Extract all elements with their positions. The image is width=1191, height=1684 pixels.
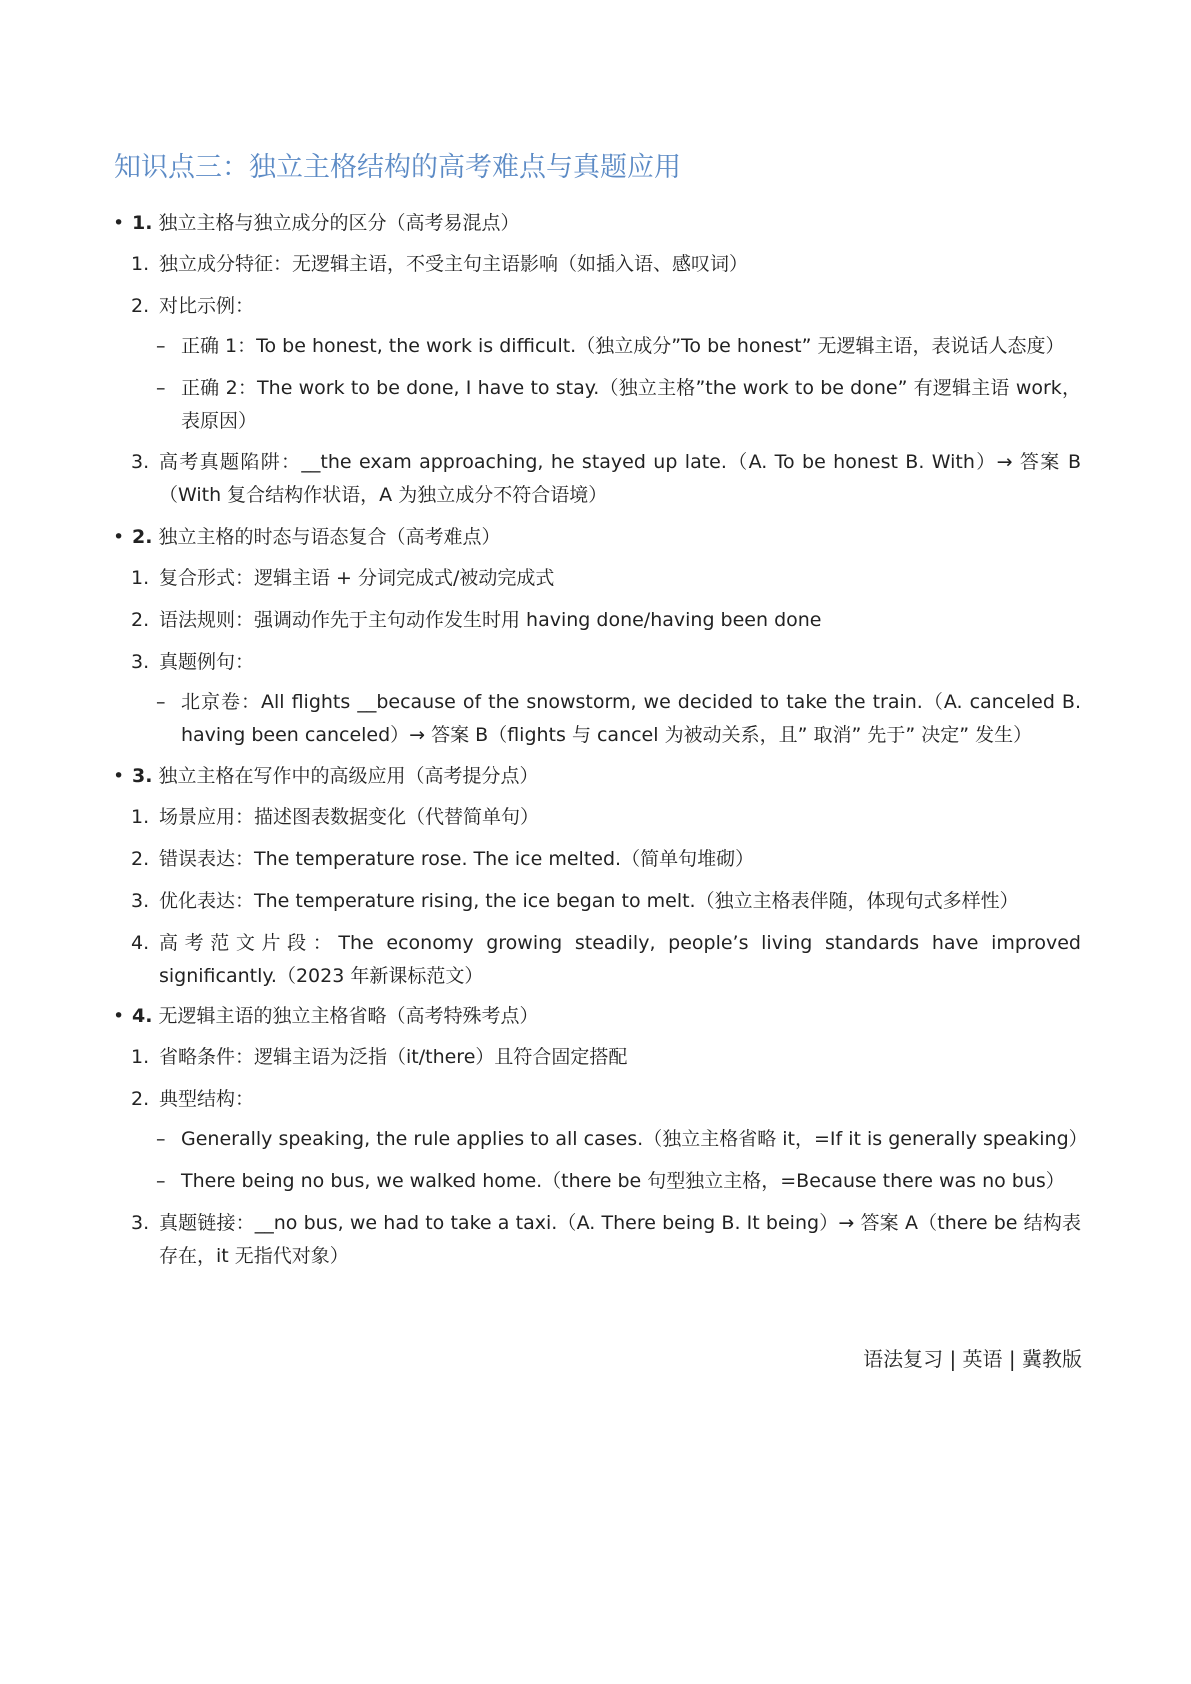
list-item (131, 1207, 1081, 1273)
dash-item (156, 1165, 1081, 1198)
dash-item (156, 686, 1081, 752)
dash-item (156, 1123, 1088, 1156)
bullet-marker: • (113, 212, 125, 234)
list-item (131, 927, 1081, 993)
list-number: 1. (131, 1046, 150, 1068)
dash-item (156, 372, 1081, 438)
list-text: 优化表达：The temperature rising, the ice began to melt.（独立主格表伴随，体现句式多样性） (159, 890, 1019, 912)
list-number: 1. (131, 806, 150, 828)
list-text: 语法规则：强调动作先于主句动作发生时用 having done/having been done (159, 609, 822, 631)
list-item (131, 1083, 1081, 1116)
bullet-item-4 (113, 1000, 1073, 1033)
list-item (131, 843, 1081, 876)
list-text: 真题链接：__no bus, we had to take a taxi.（A. There being B. It being）→ 答案 A（there be 结构表存在，it 无指代对象） (159, 1212, 1081, 1267)
bullet-number: 3. (132, 765, 153, 787)
list-item (131, 248, 1081, 281)
list-text: 独立成分特征：无逻辑主语，不受主句主语影响（如插入语、感叹词） (159, 253, 749, 275)
bullet-heading: 独立主格与独立成分的区分（高考易混点） (158, 212, 520, 234)
list-text: 复合形式：逻辑主语 + 分词完成式/被动完成式 (159, 567, 555, 589)
dash-text: Generally speaking, the rule applies to all cases.（独立主格省略 it，=If it is generally speaking） (181, 1128, 1088, 1150)
list-number: 2. (131, 609, 150, 631)
list-number: 1. (131, 253, 150, 275)
list-text: 真题例句： (159, 651, 255, 673)
list-item (131, 562, 1081, 595)
dash-marker: – (156, 1128, 166, 1150)
dash-text: 正确 1：To be honest, the work is difficult.（独立成分”To be honest” 无逻辑主语，表说话人态度） (181, 335, 1065, 357)
bullet-marker: • (113, 1005, 125, 1027)
list-number: 2. (131, 848, 150, 870)
dash-text: 北京卷：All flights __because of the snowstorm, we decided to take the train.（A. canceled B. having been canceled）→ 答案 B（flights 与 cancel 为被动关系，且” 取消” 先于” 决定” 发生） (181, 691, 1081, 746)
bullet-marker: • (113, 526, 125, 548)
dash-marker: – (156, 691, 166, 713)
list-number: 2. (131, 295, 150, 317)
section-title: 知识点三：独立主格结构的高考难点与真题应用 (114, 152, 681, 183)
list-item (131, 604, 1081, 637)
list-number: 3. (131, 651, 150, 673)
list-number: 3. (131, 1212, 150, 1234)
dash-marker: – (156, 1170, 166, 1192)
list-item (131, 801, 1081, 834)
bullet-item-1 (113, 207, 1073, 240)
dash-text: There being no bus, we walked home.（there be 句型独立主格，=Because there was no bus） (181, 1170, 1065, 1192)
bullet-item-2 (113, 521, 1073, 554)
dash-marker: – (156, 335, 166, 357)
list-item (131, 1041, 1081, 1074)
list-text: 高考范文片段：The economy growing steadily, people’s living standards have improved significantly.（2023 年新课标范文） (159, 932, 1081, 987)
list-text: 高考真题陷阱：__the exam approaching, he stayed up late.（A. To be honest B. With）→ 答案 B（With 复合结构作状语，A 为独立成分不符合语境） (159, 451, 1081, 506)
page-footer: 语法复习 | 英语 | 冀教版 (863, 1347, 1082, 1371)
bullet-number: 2. (132, 526, 153, 548)
list-text: 错误表达：The temperature rose. The ice melted.（简单句堆砌） (159, 848, 755, 870)
list-item (131, 646, 1081, 679)
list-text: 典型结构： (159, 1088, 255, 1110)
list-number: 2. (131, 1088, 150, 1110)
bullet-marker: • (113, 765, 125, 787)
list-text: 省略条件：逻辑主语为泛指（it/there）且符合固定搭配 (159, 1046, 628, 1068)
bullet-item-3 (113, 760, 1073, 793)
list-text: 场景应用：描述图表数据变化（代替简单句） (159, 806, 540, 828)
bullet-heading: 独立主格在写作中的高级应用（高考提分点） (158, 765, 539, 787)
list-number: 1. (131, 567, 150, 589)
dash-text: 正确 2：The work to be done, I have to stay.（独立主格”the work to be done” 有逻辑主语 work，表原因） (181, 377, 1081, 432)
list-number: 4. (131, 932, 150, 954)
list-text: 对比示例： (159, 295, 255, 317)
list-number: 3. (131, 451, 150, 473)
dash-marker: – (156, 377, 166, 399)
bullet-heading: 无逻辑主语的独立主格省略（高考特殊考点） (158, 1005, 539, 1027)
bullet-heading: 独立主格的时态与语态复合（高考难点） (158, 526, 501, 548)
list-item (131, 290, 1081, 323)
dash-item (156, 330, 1081, 363)
list-item (131, 885, 1081, 918)
list-number: 3. (131, 890, 150, 912)
list-item (131, 446, 1081, 512)
bullet-number: 4. (132, 1005, 153, 1027)
bullet-number: 1. (132, 212, 153, 234)
